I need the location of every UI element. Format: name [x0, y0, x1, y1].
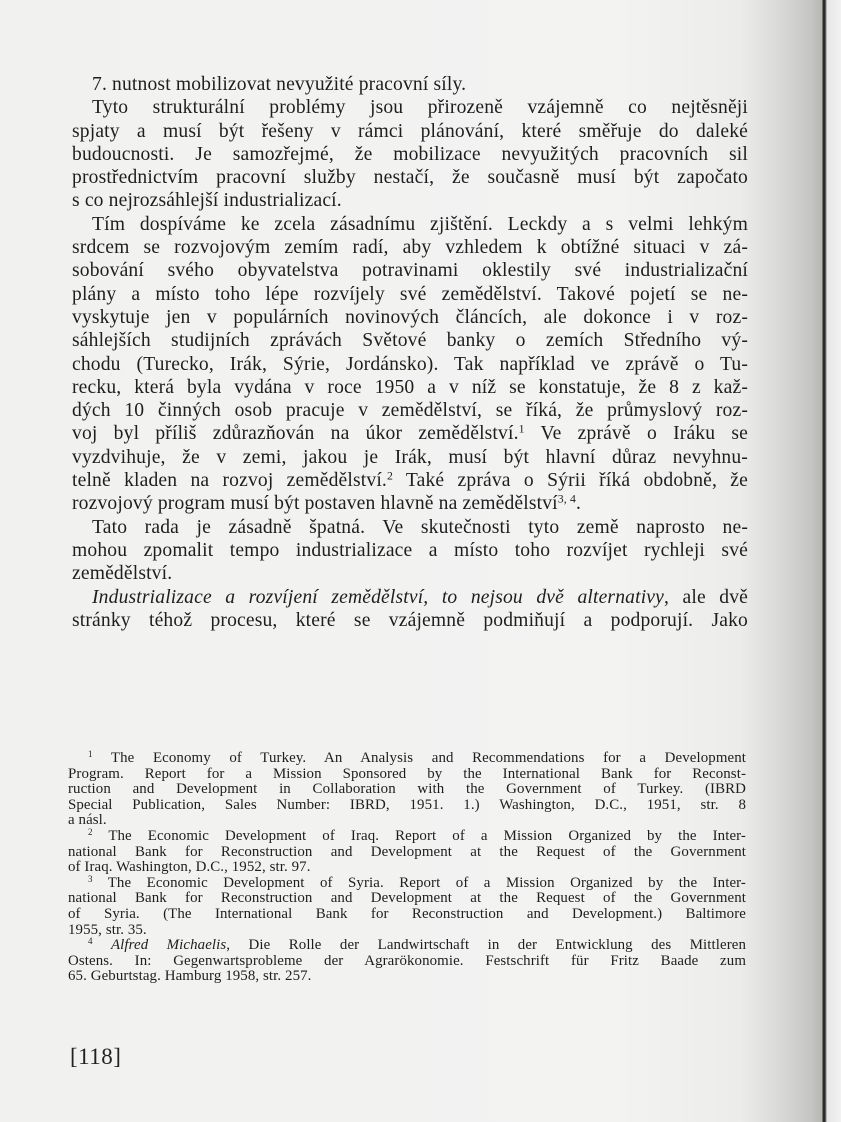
- text-run: Ve zprávě o Iráku se: [524, 423, 748, 445]
- emphasis-text: Industrializace a rozvíjení zemědělství, to nejsou dvě alternativy: [92, 586, 664, 608]
- main-body-text: [72, 73, 748, 632]
- text-line: budoucnosti. Je samozřejmé, že mobilizace nevyužitých pracovních sil: [72, 143, 748, 165]
- text-line: [68, 751, 746, 767]
- text-line: s co nejrozsáhlejší industrializací.: [72, 190, 342, 212]
- footnote-ref-2[interactable]: 2: [386, 469, 393, 483]
- author-name: Alfred Michaelis: [110, 937, 227, 954]
- text-line: a násl.: [68, 812, 107, 829]
- text-run: telně kladen na rozvoj zemědělství.: [72, 470, 387, 492]
- page-number: [118]: [70, 1044, 122, 1069]
- text-line: sobování svého obyvatelstva potravinami oklestily své industrializační: [72, 260, 748, 282]
- text-line: [72, 586, 748, 609]
- text-run: voj byl příliš zdůrazňován na úkor zemědělství.: [72, 423, 519, 445]
- footnote-ref-3-4[interactable]: 3, 4: [557, 492, 576, 506]
- footnote-2: [68, 829, 746, 876]
- footnote-1: [68, 751, 746, 829]
- text-run: The Economic Development of Syria. Report of a Mission Organized by the Inter-: [107, 874, 746, 891]
- text-line: zemědělství.: [72, 563, 173, 585]
- text-line: vyskytuje jen v populárních novinových článcích, ale dokonce i v roz-: [72, 306, 748, 328]
- footnote-4: [68, 938, 746, 985]
- text-line: 65. Geburtstag. Hamburg 1958, str. 257.: [68, 968, 312, 985]
- text-line: plány a místo toho lépe rozvíjely své zemědělství. Takové pojetí se ne-: [72, 283, 748, 305]
- text-line: Tyto strukturální problémy jsou přirozeně vzájemně co nejtěsněji: [92, 97, 748, 119]
- text-run: Také zpráva o Sýrii říká obdobně, že: [393, 470, 748, 492]
- text-line: Program. Report for a Mission Sponsored by the International Bank for Reconst-: [68, 765, 746, 782]
- text-line: sáhlejších studijních zprávách Světové banky o zemích Středního vý-: [72, 330, 748, 352]
- text-line: national Bank for Reconstruction and Development at the Request of the Government: [68, 890, 746, 907]
- text-line: mohou zpomalit tempo industrializace a místo toho rozvíjet rychleji své: [72, 539, 748, 561]
- text-line: [72, 469, 748, 492]
- text-line: [68, 873, 746, 892]
- footnote-marker: 2: [88, 827, 93, 838]
- text-line: 1955, str. 35.: [68, 921, 147, 938]
- text-line: chodu (Turecko, Irák, Sýrie, Jordánsko). Tak například ve zprávě o Tu-: [72, 353, 748, 375]
- text-line: dých 10 činných osob pracuje v zemědělství, se říká, že průmyslový roz-: [72, 400, 748, 422]
- paragraph-4: [72, 586, 748, 633]
- footnote-marker: 3: [88, 873, 93, 884]
- text-line: Ostens. In: Gegenwartsprobleme der Agrarökonomie. Festschrift für Fritz Baade zum: [68, 952, 746, 969]
- text-run: The Economy of Turkey. An Analysis and Recommendations for a Development: [110, 750, 746, 766]
- text-run: , ale dvě: [663, 586, 748, 608]
- text-run: , Die Rolle der Landwirtschaft in der Entwicklung des Mittleren: [226, 937, 747, 954]
- text-line: srdcem se rozvojovým zemím radí, aby vzhledem k obtížné situaci v zá-: [72, 237, 748, 259]
- text-line: national Bank for Reconstruction and Development at the Request of the Government: [68, 843, 746, 860]
- list-item-7: [72, 73, 748, 96]
- text-line: of Iraq. Washington, D.C., 1952, str. 97.: [68, 859, 311, 876]
- text-line: stránky téhož procesu, které se vzájemně podmiňují a podporují. Jako: [72, 609, 748, 631]
- footnotes-section: [68, 751, 746, 985]
- paragraph-3: [72, 516, 748, 586]
- text-line: [68, 829, 746, 845]
- text-line: of Syria. (The International Bank for Reconstruction and Development.) Baltimore: [68, 905, 746, 922]
- text-line: [72, 492, 748, 515]
- paragraph-2: [72, 213, 748, 516]
- paragraph-1: [72, 96, 748, 212]
- text-run: The Economic Development of Iraq. Report of a Mission Organized by the Inter-: [108, 827, 746, 844]
- text-line: recku, která byla vydána v roce 1950 a v níž se konstatuje, že 8 z kaž-: [72, 376, 748, 398]
- text-line: prostřednictvím pracovní služby nestačí, že současně musí být započato: [72, 167, 748, 189]
- text-line: vyzdvihuje, že v zemi, jakou je Irák, musí být hlavní důraz nevyhnu-: [72, 446, 748, 468]
- footnote-3: [68, 873, 746, 938]
- text-line: ruction and Development in Collaboration with the Government of Turkey. (IBRD: [68, 781, 746, 798]
- text-line: Tím dospíváme ke zcela zásadnímu zjištění. Leckdy a s velmi lehkým: [92, 213, 748, 235]
- text-line: Special Publication, Sales Number: IBRD, 1951. 1.) Washington, D.C., 1951, str. 8: [68, 796, 746, 813]
- footnote-marker: 4: [88, 936, 93, 947]
- footnote-ref-1[interactable]: 1: [518, 423, 525, 436]
- text-line: spjaty a musí být řešeny v rámci plánování, které směřuje do daleké: [72, 120, 748, 142]
- footnote-marker: 1: [88, 749, 93, 760]
- text-line: [72, 422, 748, 445]
- text-line: [68, 938, 746, 954]
- text-run: .: [576, 493, 582, 515]
- text-line: Tato rada je zásadně špatná. Ve skutečnosti tyto země naprosto ne-: [92, 516, 748, 538]
- text-run: rozvojový program musí být postaven hlavně na zemědělství: [72, 493, 558, 515]
- text-line: 7. nutnost mobilizovat nevyužité pracovní síly.: [92, 74, 467, 95]
